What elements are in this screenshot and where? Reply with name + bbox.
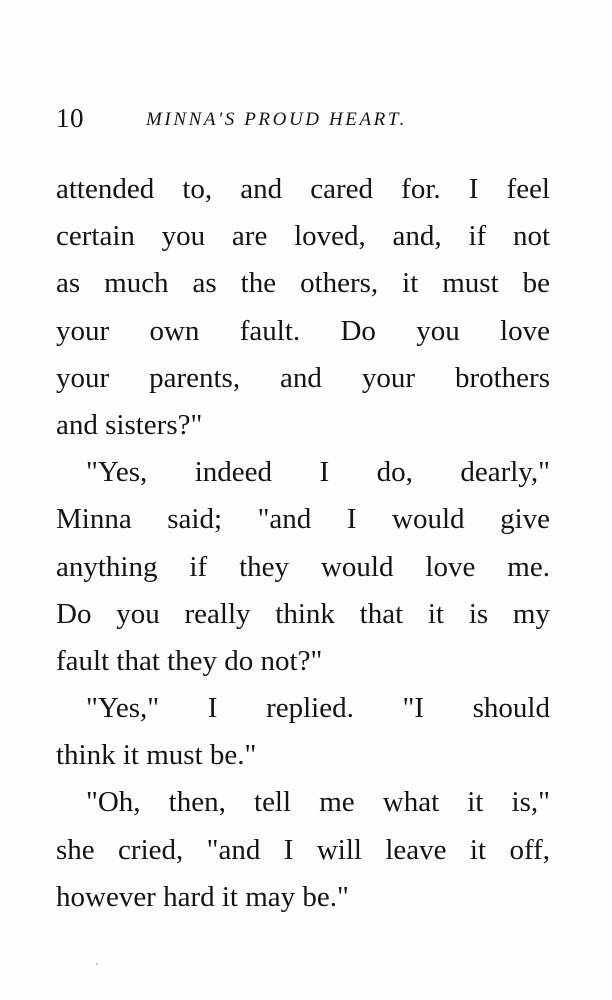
text-line: attended to, and cared for. I feel [56,173,550,205]
text-line: your parents, and your brothers [56,361,550,394]
page-header [56,100,556,136]
running-head: MINNA'S PROUD HEART. [146,109,407,130]
text-line: Do you really think that it is my [56,597,550,630]
text-line: Minna said; "and I would give [56,503,550,536]
text-line: "Oh, then, tell me what it is," [86,786,550,819]
text-line: she cried, "and I will leave it off, [56,833,550,866]
page-number: 10 [56,103,84,133]
text-line: "Yes," I replied. "I should [86,692,550,725]
text-line: fault that they do not?" [56,644,323,677]
text-line: anything if they would love me. [56,550,550,583]
text-line: as much as the others, it must be [56,267,550,300]
text-line: think it must be." [56,739,257,772]
text-line: however hard it may be." [56,880,349,913]
text-line: certain you are loved, and, if not [56,220,550,253]
text-line: "Yes, indeed I do, dearly," [86,456,550,489]
body-text [56,166,550,921]
paper-speck [96,963,98,965]
text-line: and sisters?" [56,408,203,441]
text-line: your own fault. Do you love [56,314,550,347]
